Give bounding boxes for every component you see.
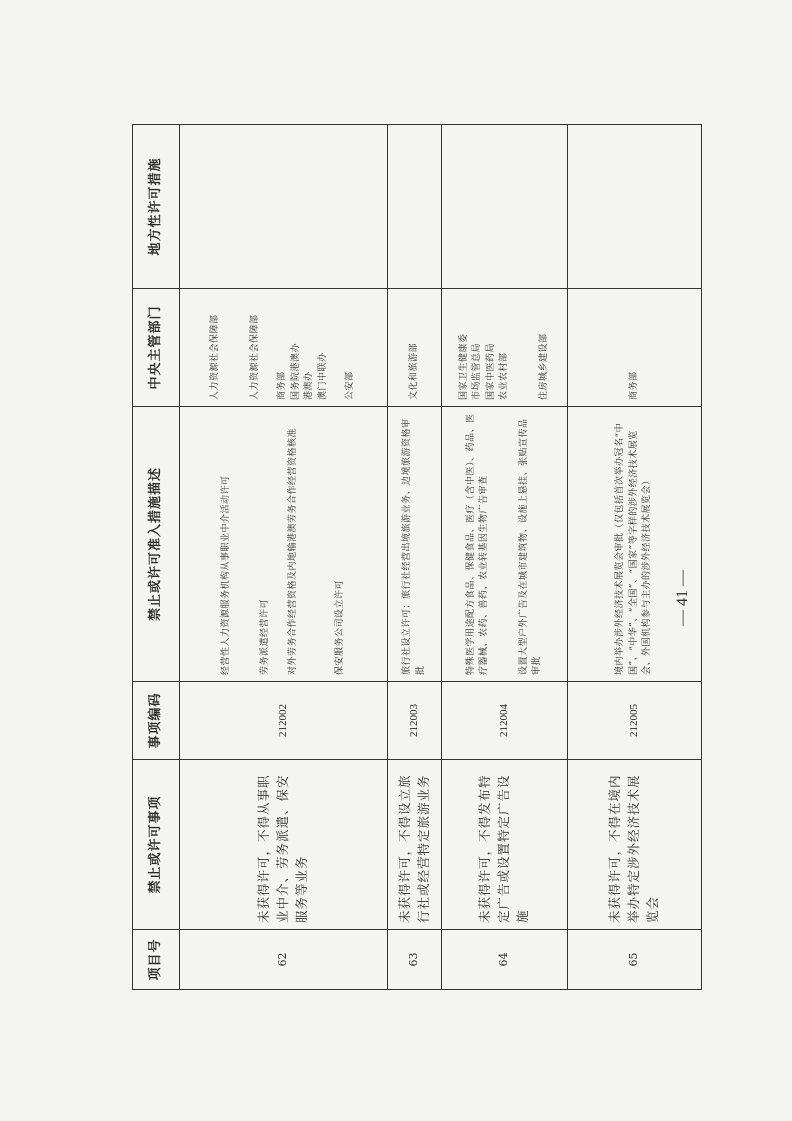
row-id: 65 <box>568 930 702 990</box>
page-number-text: — 41 — <box>674 570 691 626</box>
dept-line: 公安部 <box>345 371 356 400</box>
row-depts <box>568 289 702 407</box>
dept-line: 国家卫生健康委 市场监管总局 国家中医药局 农业农村部 <box>458 333 510 400</box>
row-code: 212004 <box>442 682 568 760</box>
permit-table <box>132 124 702 990</box>
row-id: 64 <box>442 930 568 990</box>
table-row <box>388 125 442 990</box>
row-item-name: 未获得许可，不得从事职业中介、劳务派遣、保安服务等业务 <box>180 760 388 930</box>
row-depts <box>180 289 388 407</box>
measure-line: 旅行社设立许可；旅行社经营出境旅游业务、边境旅游资格审批 <box>402 418 426 675</box>
header-measures: 禁止或许可准入措施描述 <box>133 407 180 682</box>
page-number <box>668 548 698 648</box>
row-id: 63 <box>388 930 442 990</box>
row-depts <box>442 289 568 407</box>
measure-line: 特殊医学用途配方食品、保健食品、医疗（含中医）、药品、医疗器械、农药、兽药、农业转基因生物广告审查 <box>465 413 489 675</box>
row-local <box>180 125 388 289</box>
row-depts <box>388 289 442 407</box>
table-row <box>180 125 388 990</box>
dept-line: 商务部 <box>628 371 639 400</box>
dept-line: 文化和旅游部 <box>408 342 419 400</box>
header-code: 事项编码 <box>133 682 180 760</box>
header-item: 禁止或许可事项 <box>133 760 180 930</box>
dept-line: 商务部 国务院港澳办 港澳办 澳门中联办 <box>277 342 328 400</box>
header-item-no: 项目号 <box>133 930 180 990</box>
table-row <box>442 125 568 990</box>
row-item-name: 未获得许可，不得设立旅行社或经营特定旅游业务 <box>388 760 442 930</box>
table-header-row <box>133 125 180 990</box>
header-local: 地方性许可措施 <box>133 125 180 289</box>
row-measures <box>388 407 442 682</box>
row-measures <box>442 407 568 682</box>
rotated-table-container <box>132 125 692 990</box>
dept-line: 人力资源社会保障部 <box>210 314 221 400</box>
row-code: 212005 <box>568 682 702 760</box>
header-dept: 中央主管部门 <box>133 289 180 407</box>
row-local <box>568 125 702 289</box>
measure-line: 对外劳务合作经营资格及内地输港澳劳务合作经营资格核准 <box>287 427 298 675</box>
row-measures <box>180 407 388 682</box>
row-id: 62 <box>180 930 388 990</box>
row-code: 212002 <box>180 682 388 760</box>
row-code: 212003 <box>388 682 442 760</box>
row-local <box>388 125 442 289</box>
dept-line: 住房城乡建设部 <box>538 333 549 400</box>
row-item-name: 未获得许可，不得在境内举办特定涉外经济技术展览会 <box>568 760 702 930</box>
measure-line: 境内举办涉外经济技术展览会审批（仅包括首次举办冠名“中国”、“中华”、“全国”、“国家”等字样的涉外经济技术展览会、外国机构参与主办的涉外经济技术展览会） <box>615 422 653 675</box>
row-local <box>442 125 568 289</box>
measure-line: 劳务派遣经营许可 <box>260 598 270 675</box>
measure-line: 保安服务公司设立许可 <box>335 579 345 675</box>
measure-line: 经营性人力资源服务机构从事职业中介活动许可 <box>220 475 231 675</box>
measure-line: 设置大型户外广告及在城市建筑物、设施上悬挂、张贴宣传品审批 <box>518 418 542 675</box>
dept-line: 人力资源社会保障部 <box>249 314 260 400</box>
row-item-name: 未获得许可，不得发布特定广告或设置特定广告设施 <box>442 760 568 930</box>
